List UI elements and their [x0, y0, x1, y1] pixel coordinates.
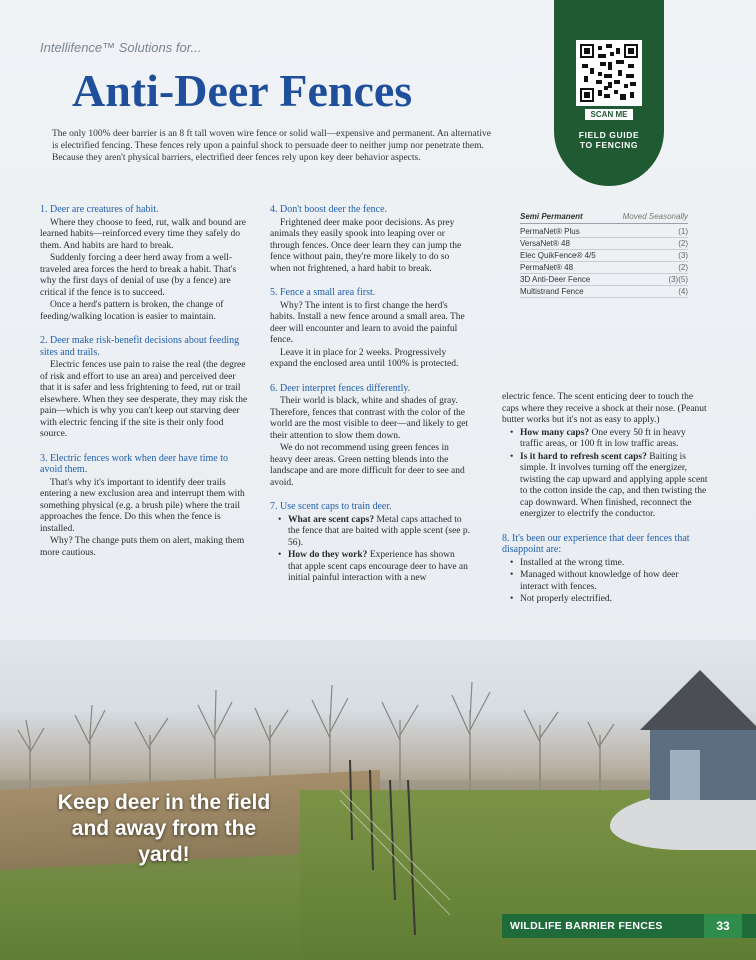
product-table-header	[520, 212, 688, 224]
column-right	[502, 392, 708, 607]
product-value: (2)	[678, 263, 688, 272]
list-item: • Not properly electrified.	[510, 594, 708, 606]
paragraph: Leave it in place for 2 weeks. Progressively expand the enclosed area until 100% is protected.	[270, 347, 459, 369]
paragraph: We do not recommend using green fences in heavy deer areas. Green netting blends into the landscape and are more difficult for deer to see and avoid.	[270, 443, 465, 488]
paragraph: That's why it's important to identify deer trails entering a new exclusion area and interrupt them with something physical (e.g. a brush pile) where the trail approaches the fence. Do this when the fence is installed.	[40, 477, 245, 534]
product-value: (1)	[678, 227, 688, 236]
section-heading: 5. Fence a small area first.	[270, 287, 376, 298]
product-value: (3)	[678, 251, 688, 260]
bullet-list	[510, 558, 708, 606]
list-item	[510, 428, 708, 451]
bullet-label: Is it hard to refresh scent caps?	[520, 451, 647, 462]
fence-posts-illustration	[340, 700, 460, 950]
product-name: VersaNet® 48	[520, 239, 570, 248]
paragraph: electric fence. The scent enticing deer to touch the caps where they receive a shock at their nose. (Peanut butter works but it's not as easy to apply.)	[502, 392, 707, 425]
intro-heading: Intellifence™ Solutions for...	[40, 40, 202, 55]
bullet-text: One every 50 ft in heavy traffic areas, or 100 ft in low traffic areas.	[520, 427, 686, 449]
badge-text	[579, 130, 639, 150]
paragraph: Where they choose to feed, rut, walk and bound are learned habits—reinforced every time they safely do them. And habits are hard to break.	[40, 217, 246, 251]
bullet-label: What are scent caps?	[288, 514, 375, 525]
section-heading: 1. Deer are creatures of habit.	[40, 204, 159, 215]
lead-paragraph: The only 100% deer barrier is an 8 ft tall woven wire fence or solid wall—expensive and permanent. An alternative is electrified fencing. These fences rely upon a painful shock to persuade deer to neither jump nor penetrate them. Because they aren't physical barriers, electrified deer fences rely upon key deer behavior aspects.	[52, 129, 491, 163]
table-row	[520, 226, 688, 238]
product-name: 3D Anti-Deer Fence	[520, 275, 591, 284]
product-value: (4)	[678, 287, 688, 296]
qr-code-icon	[580, 44, 638, 102]
table-row	[520, 262, 688, 274]
page-title: Anti-Deer Fences	[72, 65, 413, 116]
bullet-label: How many caps?	[520, 427, 590, 438]
badge-text-line: FIELD GUIDE	[578, 130, 640, 140]
landscape-photo	[0, 640, 756, 960]
list-item: • Managed without knowledge of how deer interact with fences.	[510, 570, 708, 593]
product-name: PermaNet® 48	[520, 263, 574, 272]
bullet-text: Experience has shown that apple scent caps encourage deer to have an initial painful interaction with a new	[288, 550, 468, 583]
section-heading: 7. Use scent caps to train deer.	[270, 501, 392, 512]
list-item	[278, 515, 470, 550]
table-row	[520, 238, 688, 250]
product-table	[520, 212, 688, 298]
footer-bar	[502, 914, 756, 938]
table-row	[520, 274, 688, 286]
product-name: PermaNet® Plus	[520, 227, 580, 236]
header-left: Semi Permanent	[520, 212, 583, 221]
scan-me-label: SCAN ME	[585, 109, 634, 120]
bullet-list	[278, 515, 470, 585]
paragraph: Why? The intent is to first change the herd's habits. Install a new fence around a small area. The deer will encounter and learn to avoid the painful fence.	[270, 300, 465, 345]
section-heading: 4. Don't boost deer the fence.	[270, 204, 388, 215]
house-roof	[640, 670, 756, 730]
photo-caption: Keep deer in the field and away from the yard!	[57, 791, 271, 866]
list-item: • Installed at the wrong time.	[510, 558, 708, 570]
qr-code[interactable]	[576, 40, 642, 106]
product-name: Elec QuikFence® 4/5	[520, 251, 596, 260]
product-value: (2)	[678, 239, 688, 248]
product-value: (3)(5)	[668, 275, 688, 284]
footer-title: WILDLIFE BARRIER FENCES	[510, 920, 663, 932]
section-heading: 8. It's been our experience that deer fences that disappoint are:	[502, 532, 690, 555]
table-row	[520, 250, 688, 262]
paragraph: Frightened deer make poor decisions. As prey animals they easily spook into leaping over or through fences. Once deer learn they can jump the fence without pain, they're more likely to do so when not frightened, a hard habit to break.	[270, 217, 462, 274]
header-right: Moved Seasonally	[622, 212, 688, 221]
bullet-label: How do they work?	[288, 550, 368, 560]
paragraph: Once a herd's pattern is broken, the change of feeding/walking location is easier to maintain.	[40, 300, 224, 322]
house-illustration	[640, 670, 756, 800]
table-row	[520, 286, 688, 298]
paragraph: Suddenly forcing a deer herd away from a well-traveled area forces the herd to break a habit. That's why the first days of denial of use (by a fence) are critical if the fence is to succeed.	[40, 253, 237, 298]
list-item	[278, 550, 470, 585]
paragraph: Why? The change puts them on alert, making them more cautious.	[40, 536, 245, 558]
bullet-list	[510, 428, 708, 521]
paragraph: Electric fences use pain to raise the real (the degree of risk and effort to use an area) and perceived deer that it is safer and less frightening to feed, rut or trail elsewhere. When they see desperate, they may risk the pain—which is why you can't keep out starving deer with electric fencing if the site is their only food source.	[40, 360, 248, 439]
house-wall	[650, 730, 756, 800]
badge-text-line: TO FENCING	[579, 140, 639, 150]
page-number: 33	[704, 914, 742, 938]
bullet-text: Metal caps attached to the fence that are baited with apple scent (see p. 56).	[288, 514, 470, 548]
garage-door	[670, 750, 700, 800]
section-heading: 3. Electric fences work when deer have time to avoid them.	[40, 452, 228, 475]
column-middle	[270, 204, 470, 586]
product-name: Multistrand Fence	[520, 287, 584, 296]
list-item	[510, 452, 708, 521]
section-heading: 2. Deer make risk-benefit decisions about feeding sites and trails.	[40, 335, 240, 358]
column-left	[40, 204, 252, 560]
bullet-text: Baiting is simple. It involves turning off the energizer, twisting the cap upward and applying apple scent to the cotton inside the cap, and then twisting the cap downward. When finished, reconnect the energizer to electrify the conductor.	[520, 451, 708, 519]
field-guide-badge	[554, 0, 664, 186]
paragraph: Their world is black, white and shades of gray. Therefore, fences that contrast with the color of the world are the most visible to deer—and likely to get their attention to slow them down.	[270, 396, 469, 441]
section-heading: 6. Deer interpret fences differently.	[270, 382, 411, 394]
